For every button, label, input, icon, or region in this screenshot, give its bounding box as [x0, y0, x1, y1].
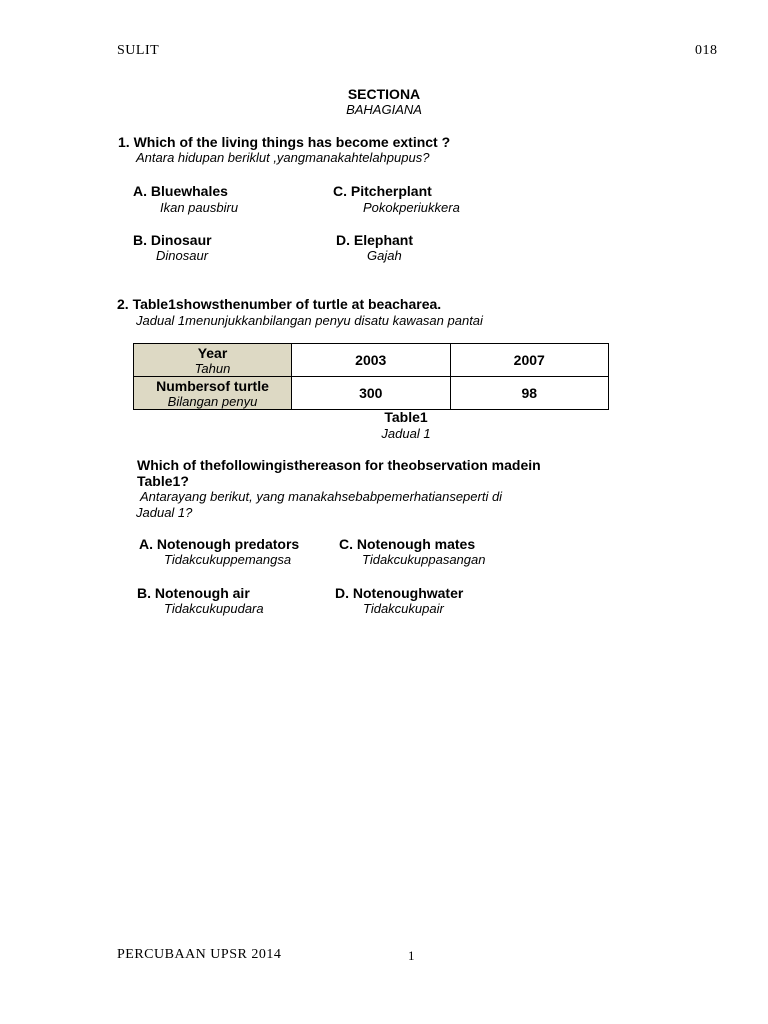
year-value-2: 2007	[450, 344, 609, 377]
turtles-label-translation: Bilangan penyu	[167, 393, 258, 409]
footer-left: PERCUBAAN UPSR 2014	[117, 947, 282, 962]
header-right: 018	[695, 43, 718, 58]
section-subtitle: BAHAGIANA	[346, 102, 422, 117]
year-header-cell	[134, 344, 292, 377]
page-number: 1	[408, 948, 415, 963]
section-title: SECTIONA	[347, 86, 421, 102]
turtles-header-cell	[134, 377, 292, 410]
q1-option-b: B. Dinosaur	[133, 232, 212, 248]
table-row-turtles	[134, 377, 609, 410]
q1-text: 1. Which of the living things has become extinct ?	[118, 134, 451, 150]
q2-option-c: C. Notenough mates	[339, 536, 476, 552]
q2-text: 2. Table1showsthenumber of turtle at beacharea.	[117, 296, 442, 312]
q2-question-line1: Which of thefollowingisthereason for theobservation madein	[137, 457, 541, 473]
table-caption-translation: Jadual 1	[381, 426, 431, 441]
year-value-1: 2003	[292, 344, 451, 377]
q1-option-c: C. Pitcherplant	[333, 183, 432, 199]
q2-question-translation-line2: Jadual 1?	[136, 505, 193, 520]
q2-question-translation-line1: Antarayang berikut, yang manakahsebabpemerhatianseperti di	[140, 489, 503, 504]
q2-option-d: D. Notenoughwater	[335, 585, 464, 601]
turtles-value-1: 300	[292, 377, 451, 410]
turtles-value-2: 98	[450, 377, 609, 410]
q2-option-d-translation: Tidakcukupair	[363, 601, 444, 616]
header-left: SULIT	[117, 43, 160, 58]
q2-option-b-translation: Tidakcukupudara	[164, 601, 264, 616]
q1-option-d: D. Elephant	[336, 232, 414, 248]
q1-option-c-translation: Pokokperiukkera	[363, 200, 460, 215]
q2-option-c-translation: Tidakcukuppasangan	[362, 552, 486, 567]
year-label-translation: Tahun	[194, 360, 231, 376]
turtle-table	[133, 343, 609, 410]
q2-translation: Jadual 1menunjukkanbilangan penyu disatu kawasan pantai	[136, 313, 483, 328]
q2-option-a-translation: Tidakcukuppemangsa	[164, 552, 292, 567]
q1-option-a-translation: Ikan pausbiru	[160, 200, 239, 215]
q2-option-a: A. Notenough predators	[139, 536, 300, 552]
q1-option-d-translation: Gajah	[367, 248, 402, 263]
q1-option-b-translation: Dinosaur	[156, 248, 209, 263]
year-label: Year	[197, 344, 228, 361]
q1-option-a: A. Bluewhales	[133, 183, 228, 199]
table-row-year	[134, 344, 609, 377]
table-caption: Table1	[384, 409, 428, 425]
q2-option-b: B. Notenough air	[137, 585, 250, 601]
q2-question-line2: Table1?	[137, 473, 189, 489]
turtles-label: Numbersof turtle	[156, 377, 269, 394]
q1-translation: Antara hidupan beriklut ,yangmanakahtelahpupus?	[136, 150, 430, 165]
